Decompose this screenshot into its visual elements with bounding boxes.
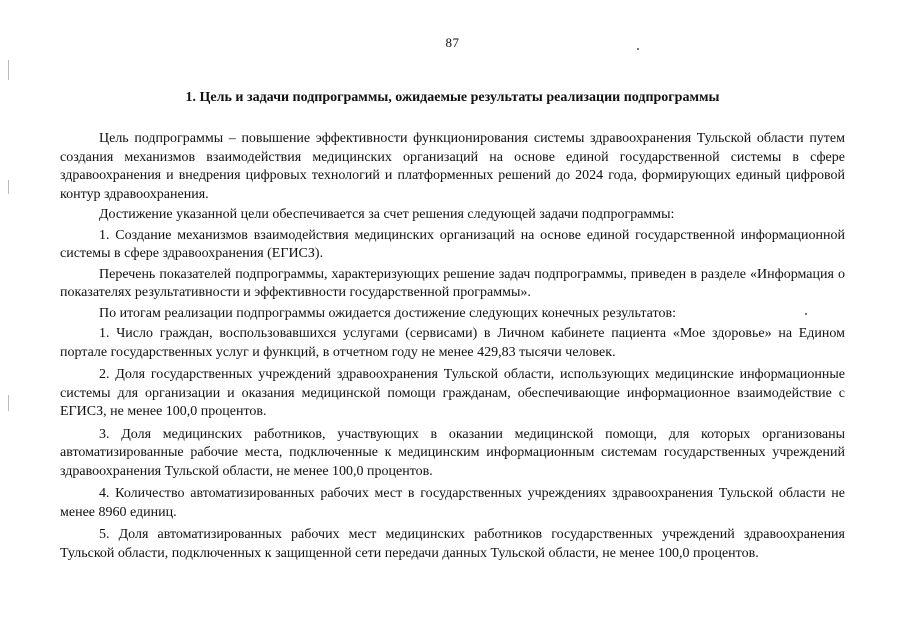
paragraph-results-intro: По итогам реализации подпрограммы ожидается достижение следующих конечных результатов: xyxy=(99,305,676,321)
scan-edge-mark xyxy=(8,180,9,194)
scan-edge-mark xyxy=(8,60,9,80)
paragraph-task-1: 1. Создание механизмов взаимодействия медицинских организаций на основе единой государственной информационной системы в сфере здравоохранения (ЕГИСЗ). xyxy=(60,227,845,261)
result-item-1: 1. Число граждан, воспользовавшихся услугами (сервисами) в Личном кабинете пациента «Мое здоровье» на Едином портале государственных услуг и функций, в отчетном году не менее 429,83 тысячи человек. xyxy=(60,326,845,360)
scan-speck xyxy=(805,313,807,315)
page-number: 87 xyxy=(445,35,460,50)
document-body xyxy=(60,130,845,567)
result-item-5: 5. Доля автоматизированных рабочих мест медицинских работников государственных учреждений здравоохранения Тульской области, подключенных к защищенной сети передачи данных Тульской области, не менее 100,0 процентов. xyxy=(60,527,845,561)
paragraph-goal: Цель подпрограммы – повышение эффективности функционирования системы здравоохранения Тульской области путем создания механизмов взаимодействия медицинских организаций на основе единой государственной системы в сфере здравоохранения и внедрения цифровых технологий и платформенных решений до 2024 года, формирующих единый цифровой контур здравоохранения. xyxy=(60,131,845,202)
section-heading: 1. Цель и задачи подпрограммы, ожидаемые результаты реализации подпрограммы xyxy=(185,90,720,105)
paragraph-indicators: Перечень показателей подпрограммы, характеризующих решение задач подпрограммы, приведен в разделе «Информация о показателях результативности и эффективности государственной программы». xyxy=(60,266,845,300)
result-item-2: 2. Доля государственных учреждений здравоохранения Тульской области, использующих медицинские информационные системы для организации и оказания медицинской помощи гражданам, обеспечивающие информационное взаимодействие с ЕГИСЗ, не менее 100,0 процентов. xyxy=(60,367,845,419)
scan-speck xyxy=(637,48,639,50)
result-item-3: 3. Доля медицинских работников, участвующих в оказании медицинской помощи, для которых организованы автоматизированные рабочие места, подключенные к медицинским информационным системам государственных учреждений здравоохранения Тульской области, не менее 100,0 процентов. xyxy=(60,426,845,479)
scan-edge-mark xyxy=(8,395,9,411)
paragraph-task-intro: Достижение указанной цели обеспечивается за счет решения следующей задачи подпрограммы: xyxy=(99,207,675,222)
result-item-4: 4. Количество автоматизированных рабочих мест в государственных учреждениях здравоохранения Тульской области не менее 8960 единиц. xyxy=(60,486,845,520)
